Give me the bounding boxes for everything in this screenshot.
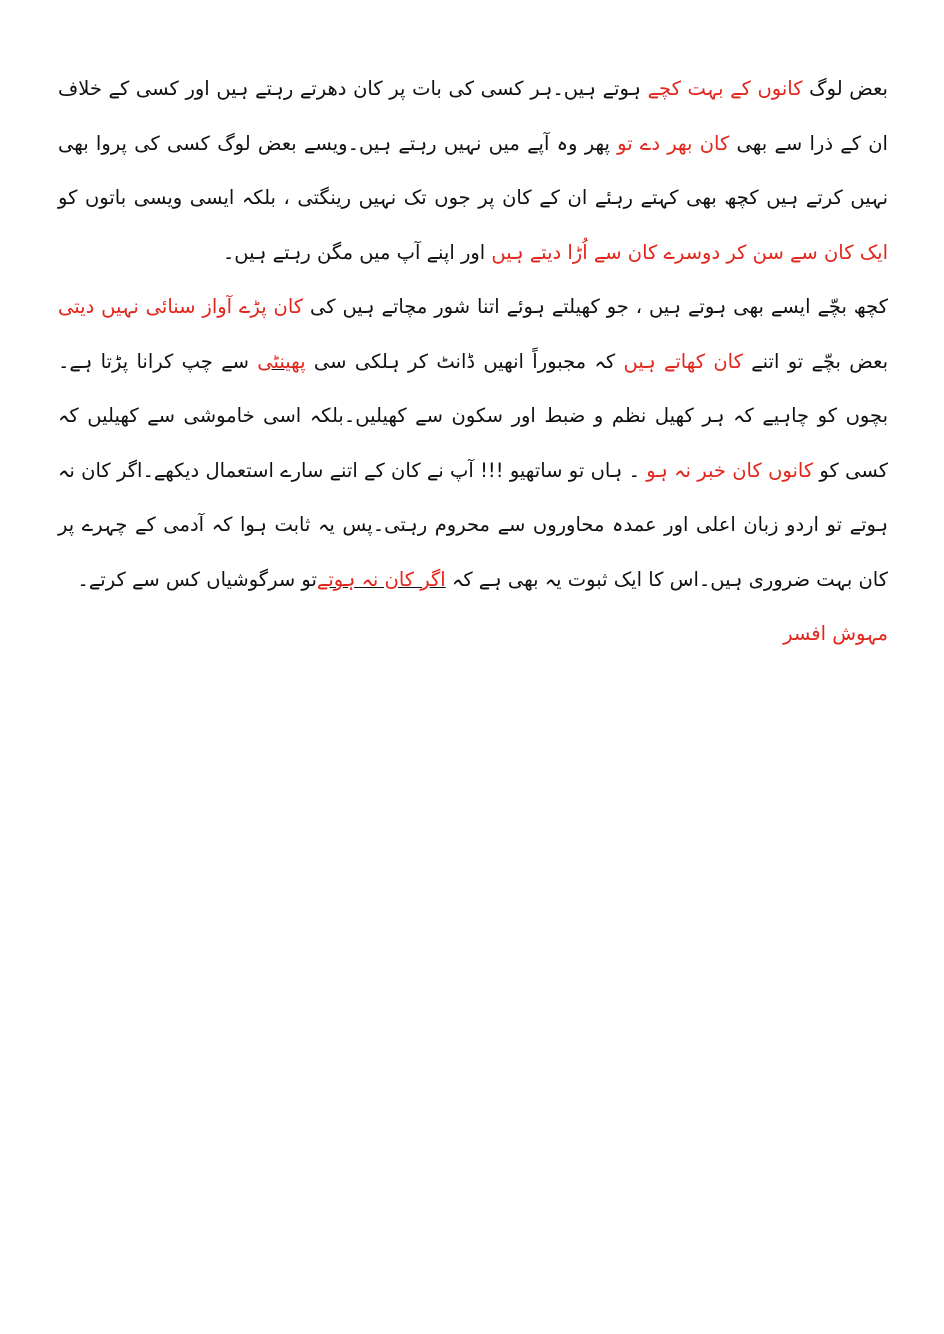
author-signature: مہوش افسر (783, 622, 888, 645)
paragraph-2 (58, 280, 888, 607)
paragraph-2-text: سے چپ کرانا پڑتا ہے۔بچوں کو چاہیے کہ ہر کھیل نظم و ضبط اور سکون سے کھیلیں۔بلکہ اسی خاموشی سے کھیلیں کہ کسی کو (58, 349, 889, 482)
paragraph-2-text: تو سرگوشیاں کس سے کرتے۔ (77, 567, 317, 591)
paragraph-1-text: پھر وہ آپے میں نہیں رہتے ہیں۔ویسے بعض لوگ کسی کی پروا بھی نہیں کرتے ہیں کچھ بھی کہتے رہئے ان کے کان پر جوں تک نہیں رینگتی ، بلکہ ایسی ویسی باتوں کو (58, 131, 888, 209)
idiom-kan-bhar-de: کان بھر دے تو (617, 131, 730, 155)
idiom-kanon-kan-khabar: کانوں کان خبر نہ ہو (646, 458, 814, 482)
paragraph-2-text: ۔ ہاں تو ساتھیو !!! آپ نے کان کے اتنے سارے استعمال دیکھے۔اگر کان نہ ہوتے تو اردو زبان اعلی اور عمدہ محاوروں سے محروم رہتی۔پس یہ ثابت ہوا کہ آدمی کے چہرے پر کان بہت ضروری ہیں۔اس کا ایک ثبوت یہ بھی ہے کہ (58, 458, 888, 591)
paragraph-1-text: اور اپنے آپ میں مگن رہتے ہیں۔ (222, 240, 492, 264)
idiom-ek-kan-se-sun-kar: ایک کان سے سن کر دوسرے کان سے اُڑا دیتے ہیں (491, 240, 888, 264)
paragraph-1-text: ہوتے ہیں۔ہر کسی کی بات پر کان دھرتے رہتے ہیں اور کسی کے خلاف ان کے ذرا سے بھی (58, 77, 888, 155)
article-body (58, 62, 888, 662)
word-phainti: پھینٹی (257, 349, 306, 373)
paragraph-1-text: بعض لوگ (802, 77, 888, 100)
idiom-kan-khate: کان کھاتے ہیں (623, 349, 743, 373)
idiom-kanon-ke-kache: کانوں کے بہت کچے (647, 77, 803, 100)
paragraph-2-text: کہ مجبوراً انھیں ڈانٹ کر ہلکی سی (305, 349, 624, 373)
idiom-kan-pade-awaz: کان پڑے آواز سنائی نہیں دیتی (58, 295, 304, 318)
paragraph-2-text: بعض بچّے تو اتنے (742, 349, 888, 373)
paragraph-1 (58, 62, 888, 280)
paragraph-2-text: کچھ بچّے ایسے بھی ہوتے ہیں ، جو کھیلتے ہوئے اتنا شور مچاتے ہیں کی (303, 295, 888, 318)
idiom-agar-kan-na-hote: اگر کان نہ ہوتے (316, 567, 446, 591)
